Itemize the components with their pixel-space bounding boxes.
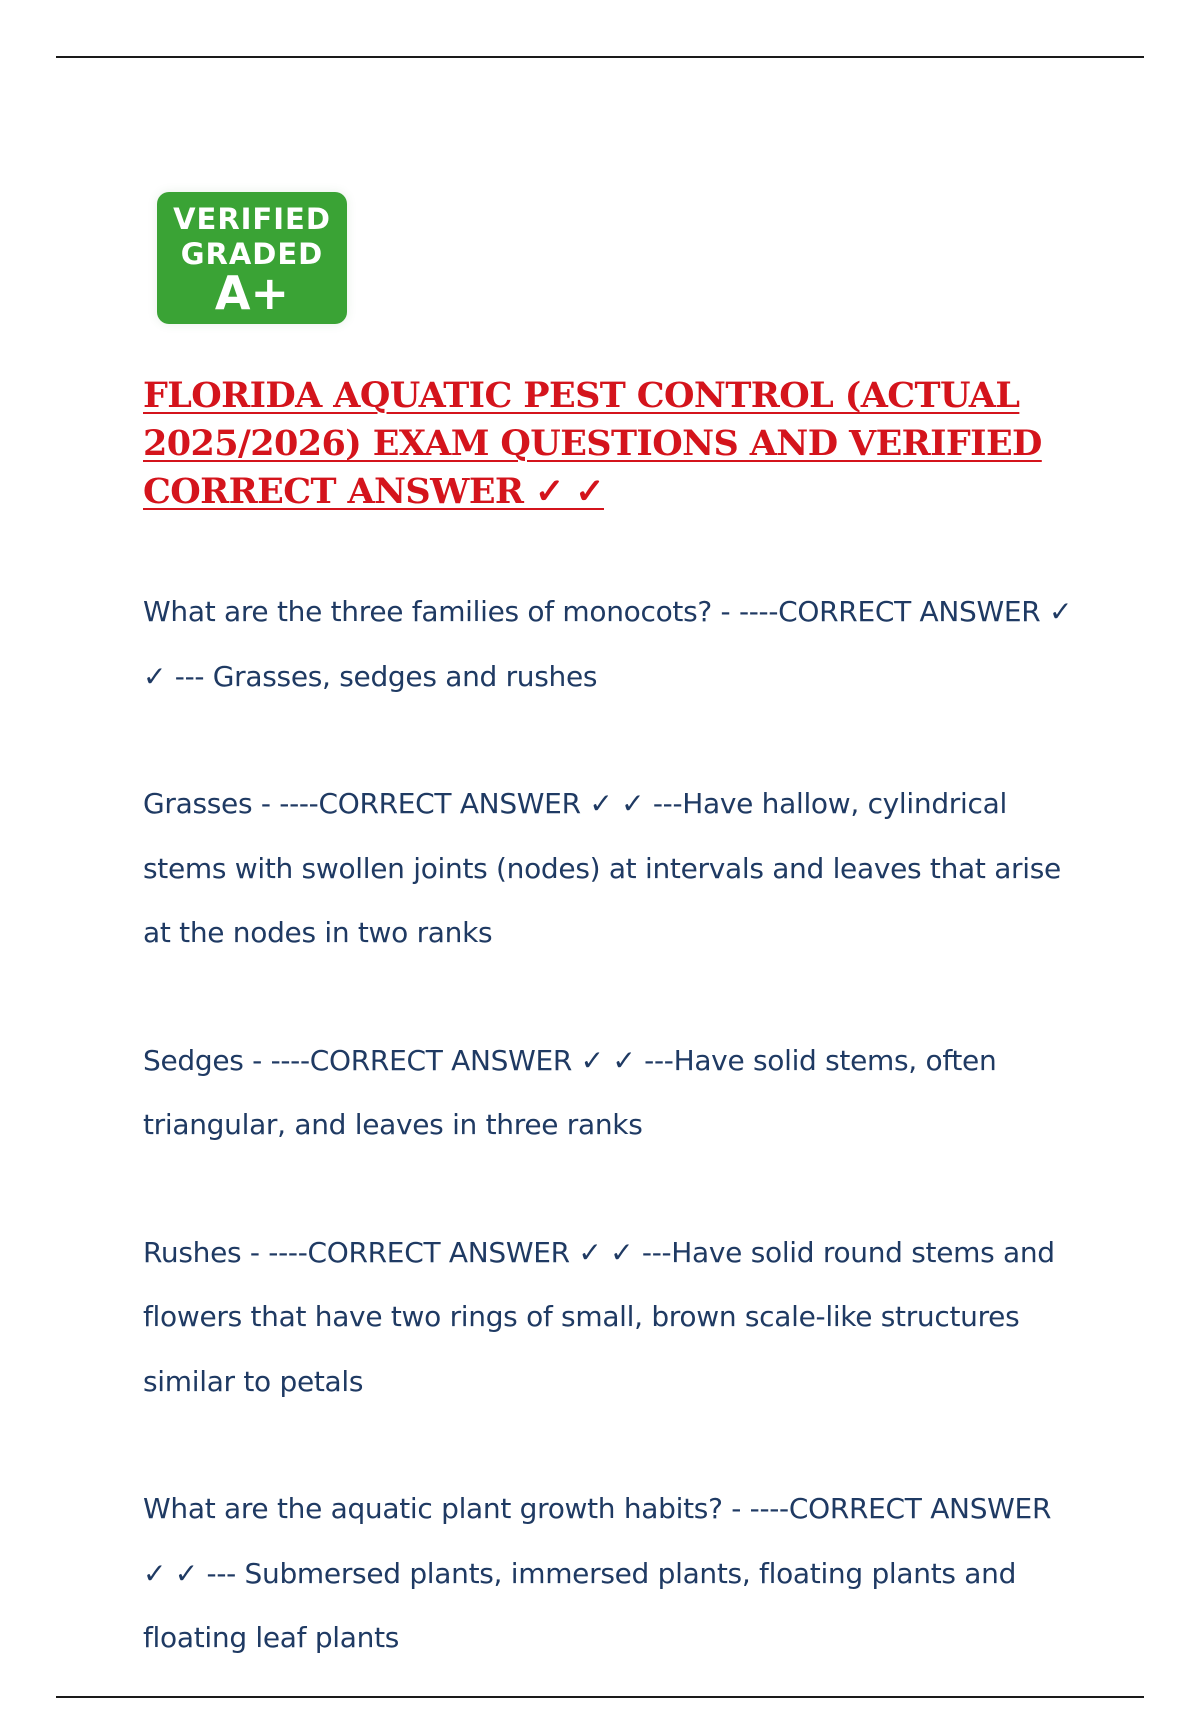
qa-item-growth-habits: What are the aquatic plant growth habits? - ----CORRECT ANSWER ✓ ✓ --- Submersed plants, immersed plants, floating plants and floating leaf plants xyxy=(143,1492,1052,1654)
qa-list xyxy=(143,580,1073,1734)
qa-item-grasses: Grasses - ----CORRECT ANSWER ✓ ✓ ---Have hallow, cylindrical stems with swollen joints (nodes) at intervals and leaves that arise at the nodes in two ranks xyxy=(143,787,1061,949)
qa-item-sedges: Sedges - ----CORRECT ANSWER ✓ ✓ ---Have solid stems, often triangular, and leaves in three ranks xyxy=(143,1043,997,1141)
badge-verified-text: VERIFIED xyxy=(173,202,331,236)
verified-graded-badge xyxy=(157,192,347,324)
badge-graded-text: GRADED xyxy=(180,237,324,271)
bottom-rule xyxy=(56,1696,1144,1698)
top-rule xyxy=(56,56,1144,58)
qa-item-rushes: Rushes - ----CORRECT ANSWER ✓ ✓ ---Have solid round stems and flowers that have two rings of small, brown scale-like structures similar to petals xyxy=(143,1235,1055,1398)
document-title: FLORIDA AQUATIC PEST CONTROL (ACTUAL 2025/2026) EXAM QUESTIONS AND VERIFIED CORRECT ANSWER ✓ ✓ xyxy=(143,375,1042,512)
qa-item-monocot-families: What are the three families of monocots? - ----CORRECT ANSWER ✓ ✓ --- Grasses, sedges and rushes xyxy=(143,595,1073,693)
badge-grade-text: A+ xyxy=(214,266,290,320)
